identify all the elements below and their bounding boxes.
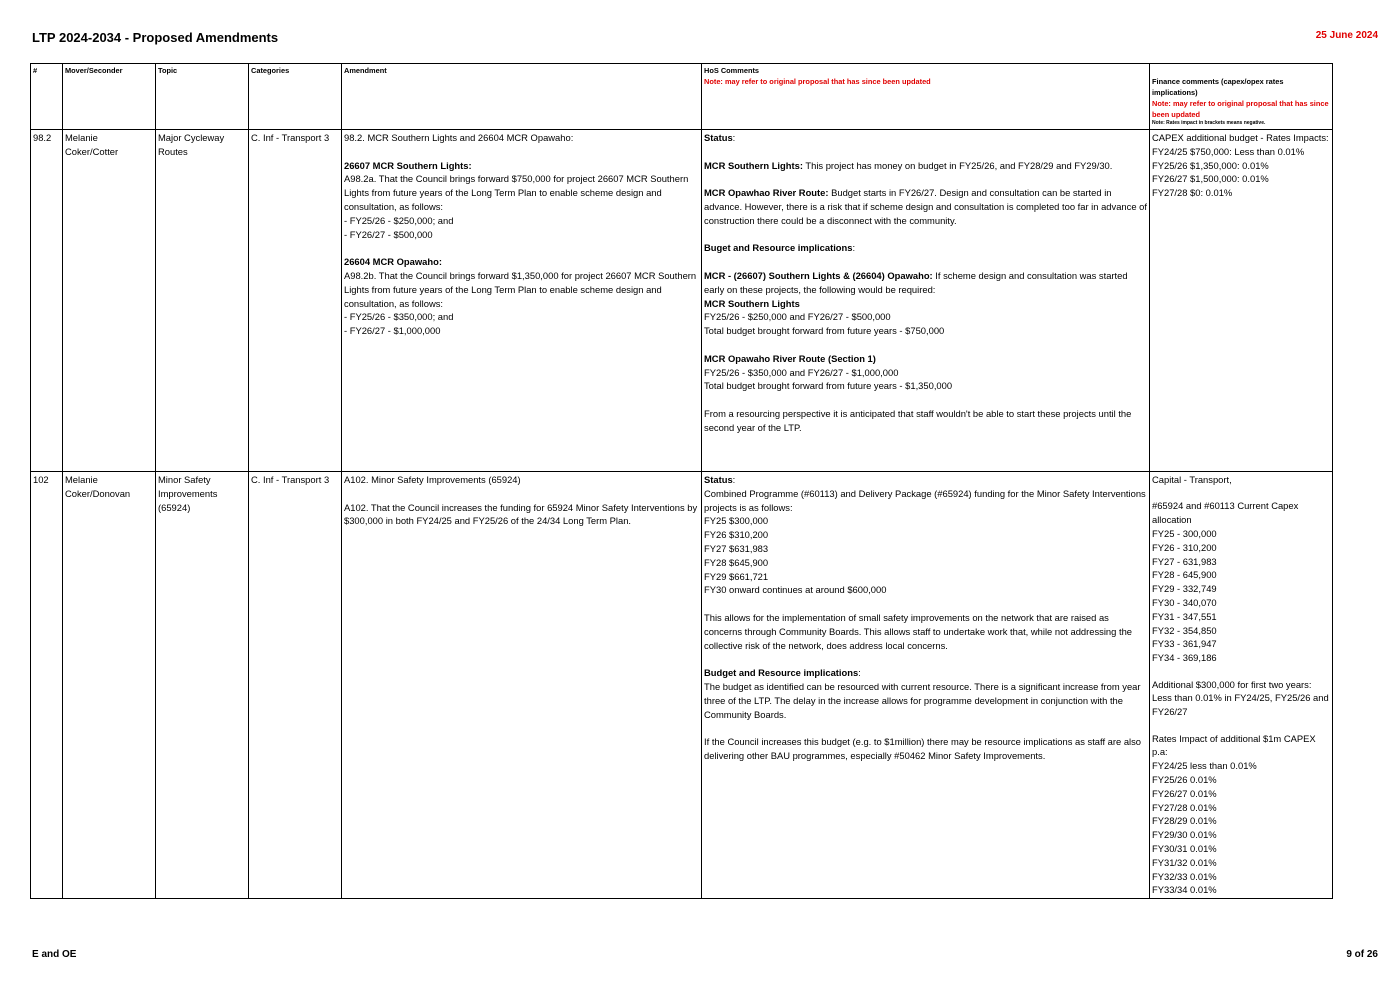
finance-rates-line: FY28/29 0.01% <box>1152 815 1217 827</box>
header-amendment: Amendment <box>342 64 702 130</box>
hos-subheading: MCR Opawaho River Route (Section 1) <box>704 352 876 364</box>
hos-line: FY26 $310,200 <box>704 529 769 541</box>
row-amendment <box>342 130 702 472</box>
hos-paragraph: This allows for the implementation of small safety improvements on the network that are raised as concerns through Community Boards. This allows staff to undertake work that, while not addressing the collective risk of the network, does address local concerns. <box>704 611 1132 651</box>
amendment-section-heading: 26607 MCR Southern Lights: <box>344 159 472 171</box>
finance-allocation-line: FY34 - 369,186 <box>1152 652 1217 664</box>
hos-line: FY30 onward continues at around $600,000 <box>704 584 887 596</box>
page-number: 9 of 26 <box>1346 949 1378 960</box>
table-row <box>31 130 1333 472</box>
hos-line: FY25/26 - $250,000 and FY26/27 - $500,000 <box>704 311 891 323</box>
hos-status-label: Status <box>704 132 733 143</box>
hos-line: FY28 $645,900 <box>704 556 769 568</box>
amendment-item: - FY25/26 - $350,000; and <box>344 311 454 323</box>
hos-paragraph: If scheme design and consultation was started early on these projects, the following would be required: <box>704 269 1128 295</box>
row-hos-comments: Status: MCR Southern Lights: This project has money on budget in FY25/26, and FY28/29 and FY29/30. MCR Opawhao River Route: Budget starts in FY26/27. Design and consultation can be started in advance. However, there is a risk that if scheme design and consultation is completed too far in advance of construction there could be a disconnect with the community. Buget and Resource implications: MCR - (26607) Southern Lights & (26604) Opawaho: If scheme design and consultation was started early on these projects, the following would be required: MCR Southern Lights FY25/26 - $250,000 and FY26/27 - $500,000 Total budget brought forward from future years - $750,000 MCR Opawaho River Route (Section 1) FY25/26 - $350,000 and FY26/27 - $1,000,000 Total budget brought forward from future years - $1,350,000 From a resourcing perspective it is anticipated that staff wouldn't be able to start these projects until the second year of the LTP. <box>702 130 1150 472</box>
row-topic: Minor Safety Improvements (65924) <box>156 472 249 899</box>
finance-allocation-line: FY25 - 300,000 <box>1152 527 1217 539</box>
hos-bold-lead: MCR Southern Lights: <box>704 159 803 171</box>
amendment-item: - FY25/26 - $250,000; and <box>344 214 454 226</box>
footer-disclaimer: E and OE <box>32 949 77 960</box>
row-mover-seconder: Melanie Coker/Donovan <box>63 472 156 899</box>
amendment-section-text: A102. That the Council increases the funding for 65924 Minor Safety Interventions by $300,000 in both FY24/25 and FY25/26 of the 24/34 Long Term Plan. <box>344 501 698 527</box>
row-finance-comments <box>1150 472 1333 899</box>
finance-line: #65924 and #60113 Current Capex allocation <box>1152 500 1299 526</box>
amendment-section-heading: 26604 MCR Opawaho: <box>344 256 442 268</box>
finance-line: FY24/25 $750,000: Less than 0.01% <box>1152 145 1305 157</box>
hos-budget-label: Buget and Resource implications <box>704 242 853 254</box>
hos-paragraph: Combined Programme (#60113) and Delivery Package (#65924) funding for the Minor Safety Interventions projects is as follows: <box>704 487 1146 513</box>
finance-line: FY26/27 $1,500,000: 0.01% <box>1152 173 1269 185</box>
document-title: LTP 2024-2034 - Proposed Amendments <box>32 30 279 45</box>
hos-line: FY27 $631,983 <box>704 542 769 554</box>
finance-line: CAPEX additional budget - Rates Impacts: <box>1152 132 1329 143</box>
hos-paragraph: From a resourcing perspective it is anticipated that staff wouldn't be able to start these projects until the second year of the LTP. <box>704 407 1132 433</box>
row-number: 98.2 <box>31 130 63 472</box>
document-date: 25 June 2024 <box>1315 30 1378 41</box>
finance-line: Additional $300,000 for first two years: <box>1152 678 1312 690</box>
row-amendment <box>342 472 702 899</box>
finance-header-note: Note: may refer to original proposal that has since been updated <box>1152 99 1329 119</box>
finance-line: Rates Impact of additional $1m CAPEX p.a: <box>1152 732 1316 758</box>
header-categories: Categories <box>249 64 342 130</box>
finance-rates-line: FY25/26 0.01% <box>1152 773 1217 785</box>
header-number: # <box>31 64 63 130</box>
finance-header-label: Finance comments (capex/opex rates implications) <box>1152 77 1284 97</box>
finance-rates-line: FY24/25 less than 0.01% <box>1152 760 1257 772</box>
row-category: C. Inf - Transport 3 <box>249 472 342 899</box>
header-mover-seconder: Mover/Seconder <box>63 64 156 130</box>
finance-allocation-line: FY31 - 347,551 <box>1152 610 1217 622</box>
finance-allocation-line: FY29 - 332,749 <box>1152 583 1217 595</box>
hos-line: Total budget brought forward from future years - $750,000 <box>704 325 945 337</box>
hos-budget-label: Budget and Resource implications <box>704 667 859 679</box>
hos-paragraph: The budget as identified can be resourced with current resource. There is a significant increase from year three of the LTP. The delay in the increase allows for programme development in conjunction with the Community Boards. <box>704 680 1141 720</box>
hos-line: FY25 $300,000 <box>704 515 769 527</box>
hos-line: FY29 $661,721 <box>704 570 769 582</box>
row-category: C. Inf - Transport 3 <box>249 130 342 472</box>
row-finance-comments <box>1150 130 1333 472</box>
finance-line: Less than 0.01% in FY24/25, FY25/26 and FY26/27 <box>1152 692 1329 718</box>
header-hos-comments <box>702 64 1150 130</box>
finance-rates-line: FY32/33 0.01% <box>1152 870 1217 882</box>
amendment-item: - FY26/27 - $1,000,000 <box>344 325 441 337</box>
amendment-title: 98.2. MCR Southern Lights and 26604 MCR Opawaho: <box>344 132 574 143</box>
hos-paragraph: Budget starts in FY26/27. Design and consultation can be started in advance. However, there is a risk that if scheme design and consultation is completed too far in advance of construction there could be a disconnect with the community. <box>704 187 1147 226</box>
hos-status-label: Status <box>704 474 733 485</box>
amendment-section-text: A98.2a. That the Council brings forward $750,000 for project 26607 MCR Southern Lights from future years of the Long Term Plan to enable scheme design and consultation, as follows: <box>344 173 689 212</box>
hos-line: Total budget brought forward from future years - $1,350,000 <box>704 380 953 392</box>
finance-line: FY25/26 $1,350,000: 0.01% <box>1152 159 1269 171</box>
hos-header-label: HoS Comments <box>704 66 760 75</box>
hos-paragraph: If the Council increases this budget (e.g. to $1million) there may be resource implications as staff are also delivering other BAU programmes, especially #50462 Minor Safety Improvements. <box>704 736 1142 761</box>
amendment-title: A102. Minor Safety Improvements (65924) <box>344 474 521 485</box>
finance-allocation-line: FY30 - 340,070 <box>1152 596 1217 608</box>
finance-rates-line: FY26/27 0.01% <box>1152 787 1217 799</box>
amendment-item: - FY26/27 - $500,000 <box>344 228 433 240</box>
finance-allocation-line: FY28 - 645,900 <box>1152 569 1217 581</box>
row-hos-comments: Status: Combined Programme (#60113) and Delivery Package (#65924) funding for the Minor Safety Interventions projects is as follows: FY25 $300,000 FY26 $310,200 FY27 $631,983 FY28 $645,900 FY29 $661,721 FY30 onward continues at around $600,000 This allows for the implementation of small safety improvements on the network that are raised as concerns through Community Boards. This allows staff to undertake work that, while not addressing the collective risk of the network, does address local concerns. Budget and Resource implications: The budget as identified can be resourced with current resource. There is a significant increase from year three of the LTP. The delay in the increase allows for programme development in conjunction with the Community Boards. If the Council increases this budget (e.g. to $1million) there may be resource implications as staff are also delivering other BAU programmes, especially #50462 Minor Safety Improvements. <box>702 472 1150 899</box>
finance-line: FY27/28 $0: 0.01% <box>1152 187 1233 199</box>
hos-bold-lead: MCR Opawhao River Route: <box>704 187 829 199</box>
hos-subheading: MCR Southern Lights <box>704 297 800 309</box>
finance-rates-line: FY30/31 0.01% <box>1152 842 1217 854</box>
hos-line: FY25/26 - $350,000 and FY26/27 - $1,000,000 <box>704 366 899 378</box>
finance-rates-line: FY33/34 0.01% <box>1152 884 1217 896</box>
header-topic: Topic <box>156 64 249 130</box>
finance-line: Capital - Transport, <box>1152 474 1232 485</box>
finance-allocation-line: FY33 - 361,947 <box>1152 638 1217 650</box>
finance-rates-line: FY31/32 0.01% <box>1152 856 1217 868</box>
hos-bold-lead: MCR - (26607) Southern Lights & (26604) Opawaho: <box>704 269 933 281</box>
finance-rates-line: FY27/28 0.01% <box>1152 801 1217 813</box>
finance-allocation-line: FY26 - 310,200 <box>1152 541 1217 553</box>
amendments-table <box>30 63 1333 899</box>
hos-header-note: Note: may refer to original proposal that has since been updated <box>704 77 931 86</box>
finance-allocation-line: FY32 - 354,850 <box>1152 624 1217 636</box>
finance-allocation-line: FY27 - 631,983 <box>1152 555 1217 567</box>
finance-rates-line: FY29/30 0.01% <box>1152 829 1217 841</box>
hos-paragraph: This project has money on budget in FY25/26, and FY28/29 and FY29/30. <box>802 159 1113 171</box>
row-topic: Major Cycleway Routes <box>156 130 249 472</box>
row-number: 102 <box>31 472 63 899</box>
row-mover-seconder: Melanie Coker/Cotter <box>63 130 156 472</box>
table-row <box>31 472 1333 899</box>
table-header-row <box>31 64 1333 130</box>
header-finance-comments <box>1150 64 1333 130</box>
finance-header-tiny-note: Note: Rates impact in brackets means negative. <box>1152 120 1266 126</box>
amendment-section-text: A98.2b. That the Council brings forward $1,350,000 for project 26607 MCR Southern Lights from future years of the Long Term Plan to enable scheme design and consultation, as follows: <box>344 269 697 309</box>
